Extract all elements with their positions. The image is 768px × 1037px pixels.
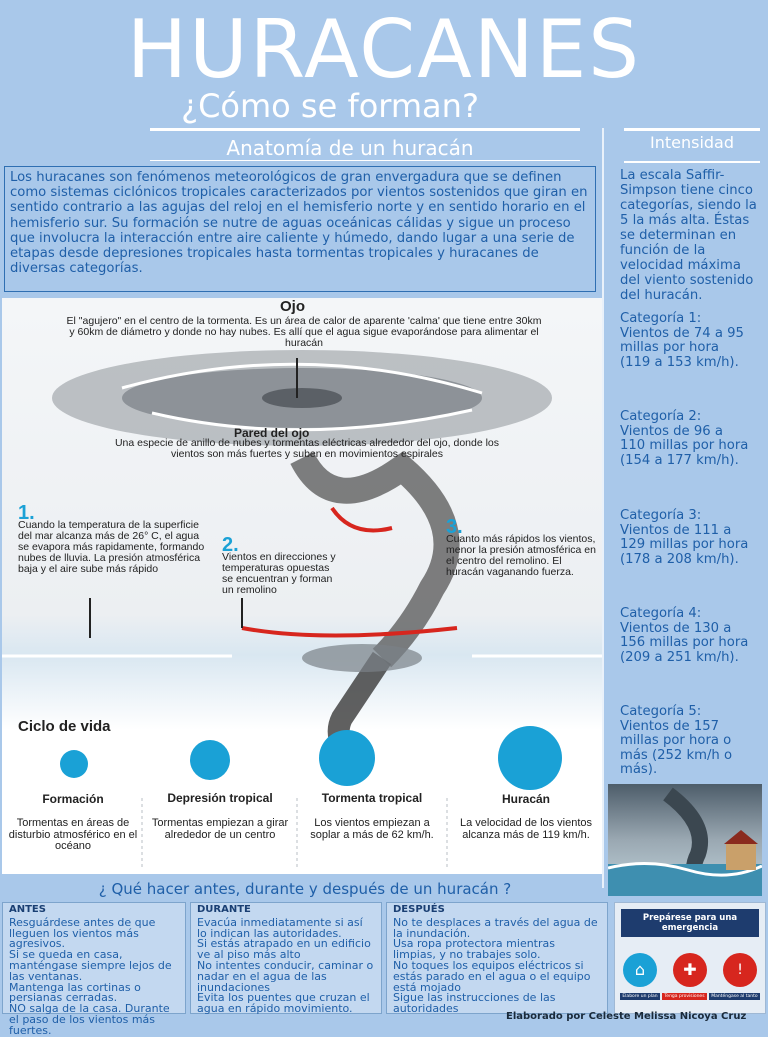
- rule-bottom: [150, 160, 580, 161]
- what-to-do-question: ¿ Qué hacer antes, durante y después de un huracán ?: [98, 880, 512, 898]
- prepare-emergency-graphic: [614, 902, 766, 1014]
- category-5: Categoría 5: Vientos de 157 millas por hora o más (252 km/h o más).: [620, 704, 733, 777]
- stage-1-desc: Tormentas en áreas de disturbio atmosférico en el océano: [8, 817, 138, 852]
- stage-3-desc: Los vientos empiezan a soplar a más de 62 km/h.: [310, 817, 434, 841]
- page-subtitle: ¿Cómo se forman?: [181, 87, 479, 125]
- intensity-description: La escala Saffir-Simpson tiene cinco categorías, siendo la 5 la más alta. Éstas se determinan en función de la velocidad máxima del viento sostenido del huracán.: [620, 168, 757, 303]
- author-credit: Elaborado por Celeste Melissa Nicoya Cruz: [506, 1011, 747, 1022]
- hurricane-photo: [608, 784, 762, 896]
- stage-2-name: Depresión tropical: [167, 791, 273, 805]
- prepare-label-informed: Manténgase al tanto: [711, 994, 758, 999]
- during-heading: DURANTE: [197, 904, 251, 915]
- first-aid-kit-icon: ✚: [673, 953, 707, 987]
- category-1: Categoría 1: Vientos de 74 a 95 millas por hora (119 a 153 km/h).: [620, 311, 744, 370]
- anatomy-heading: Anatomía de un huracán: [226, 136, 474, 160]
- step-1-number: 1.: [18, 502, 35, 524]
- category-3: Categoría 3: Vientos de 111 a 129 millas por hora (178 a 208 km/h).: [620, 508, 749, 567]
- rule-top: [150, 128, 580, 131]
- during-text: Evacúa inmediatamente si así lo indican las autoridades. Si estás atrapado en un edificio ve al piso más alto No intentes conducir, caminar o nadar en el agua de las inundaciones Evita los puentes que cruzan el agua en rápido movimiento.: [197, 915, 374, 1016]
- step-2-number: 2.: [222, 534, 239, 556]
- stage-3-name: Tormenta tropical: [321, 791, 423, 805]
- before-text: Resguárdese antes de que lleguen los vientos más agresivos. Si se queda en casa, manténgase siempre lejos de las ventanas. Mantenga las cortinas o persianas cerradas. NO salga de la casa. Durante el paso de los vientos más fuertes.: [9, 915, 172, 1037]
- life-cycle-title: Ciclo de vida: [18, 718, 111, 735]
- category-2: Categoría 2: Vientos de 96 a 110 millas por hora (154 a 177 km/h).: [620, 409, 749, 468]
- before-heading: ANTES: [9, 904, 46, 915]
- after-column: [386, 902, 608, 1014]
- step-3-text: Cuanto más rápidos los vientos, menor la presión atmosférica en el centro del remolino. El huracán vaganando fuerza.: [446, 533, 596, 578]
- page-title: HURACANES: [126, 3, 642, 96]
- hurricane-photo-graphic: [608, 784, 762, 896]
- after-text: No te desplaces a través del agua de la inundación. Usa ropa protectora mientras limpias, y no trabajes solo. No toques los equipos eléctricos si estás parado en el agua o el equipo está mojado Sigue las instrucciones de las autoridades: [393, 915, 598, 1016]
- hurricane-anatomy-illustration: [2, 298, 602, 874]
- eye-description: El "agujero" en el centro de la tormenta. Es un área de calor de aparente 'calma' que tiene entre 30km y 60km de diámetro y donde no hay nubes. Es allí que el agua sigue evaporándose para alimentar el huracán: [66, 315, 542, 349]
- stage-2-desc: Tormentas empiezan a girar alrededor de un centro: [151, 817, 289, 841]
- prepare-label-supplies: Tenga provisiones: [664, 994, 705, 999]
- prepare-title: Prepárese para una emergencia: [621, 909, 759, 937]
- stage-1-name: Formación: [42, 792, 104, 806]
- intro-paragraph: Los huracanes son fenómenos meteorológicos de gran envergadura que se definen como sistemas ciclónicos tropicales caracterizados por vientos sostenidos que giran en sentido contrario a las agujas del reloj en el hemisferio norte y en sentido horario en el hemisferio sur. Su formación se nutre de aguas oceánicas cálidas y sigue un proceso que involucra la interacción entre aire caliente y húmedo, dando lugar a una serie de etapas desde depresiones tropicales hasta tormentas tropicales y huracanes de diversas categorías.: [4, 166, 596, 292]
- step-2-text: Vientos en direcciones y temperaturas opuestas se encuentran y forman un remolino: [222, 551, 336, 596]
- step-3-number: 3.: [446, 516, 463, 538]
- stage-4-desc: La velocidad de los vientos alcanza más de 119 km/h.: [459, 817, 593, 841]
- phone-alert-icon: !: [723, 953, 757, 987]
- after-heading: DESPUÉS: [393, 904, 445, 915]
- before-column: [2, 902, 186, 1037]
- during-column: [190, 902, 382, 1014]
- vertical-separator: [602, 128, 604, 888]
- eyewall-description: Una especie de anillo de nubes y tormentas eléctricas alrededor del ojo, donde los vientos son más fuertes y suben en movimientos espirales: [114, 437, 500, 460]
- prepare-label-plan: Elabore un plan: [622, 994, 658, 999]
- step-1-text: Cuando la temperatura de la superficie del mar alcanza más de 26° C, el agua se evapora más rapidamente, formando nubes de lluvia. La presión atmosférica baja y el aire sube más rápido: [18, 519, 205, 575]
- category-4: Categoría 4: Vientos de 130 a 156 millas por hora (209 a 251 km/h).: [620, 606, 749, 665]
- eyewall-title: Pared del ojo: [234, 426, 310, 440]
- intensity-heading: Intensidad: [649, 134, 734, 152]
- eye-title: Ojo: [280, 298, 305, 315]
- stage-4-name: Huracán: [501, 792, 551, 806]
- house-icon: ⌂: [623, 953, 657, 987]
